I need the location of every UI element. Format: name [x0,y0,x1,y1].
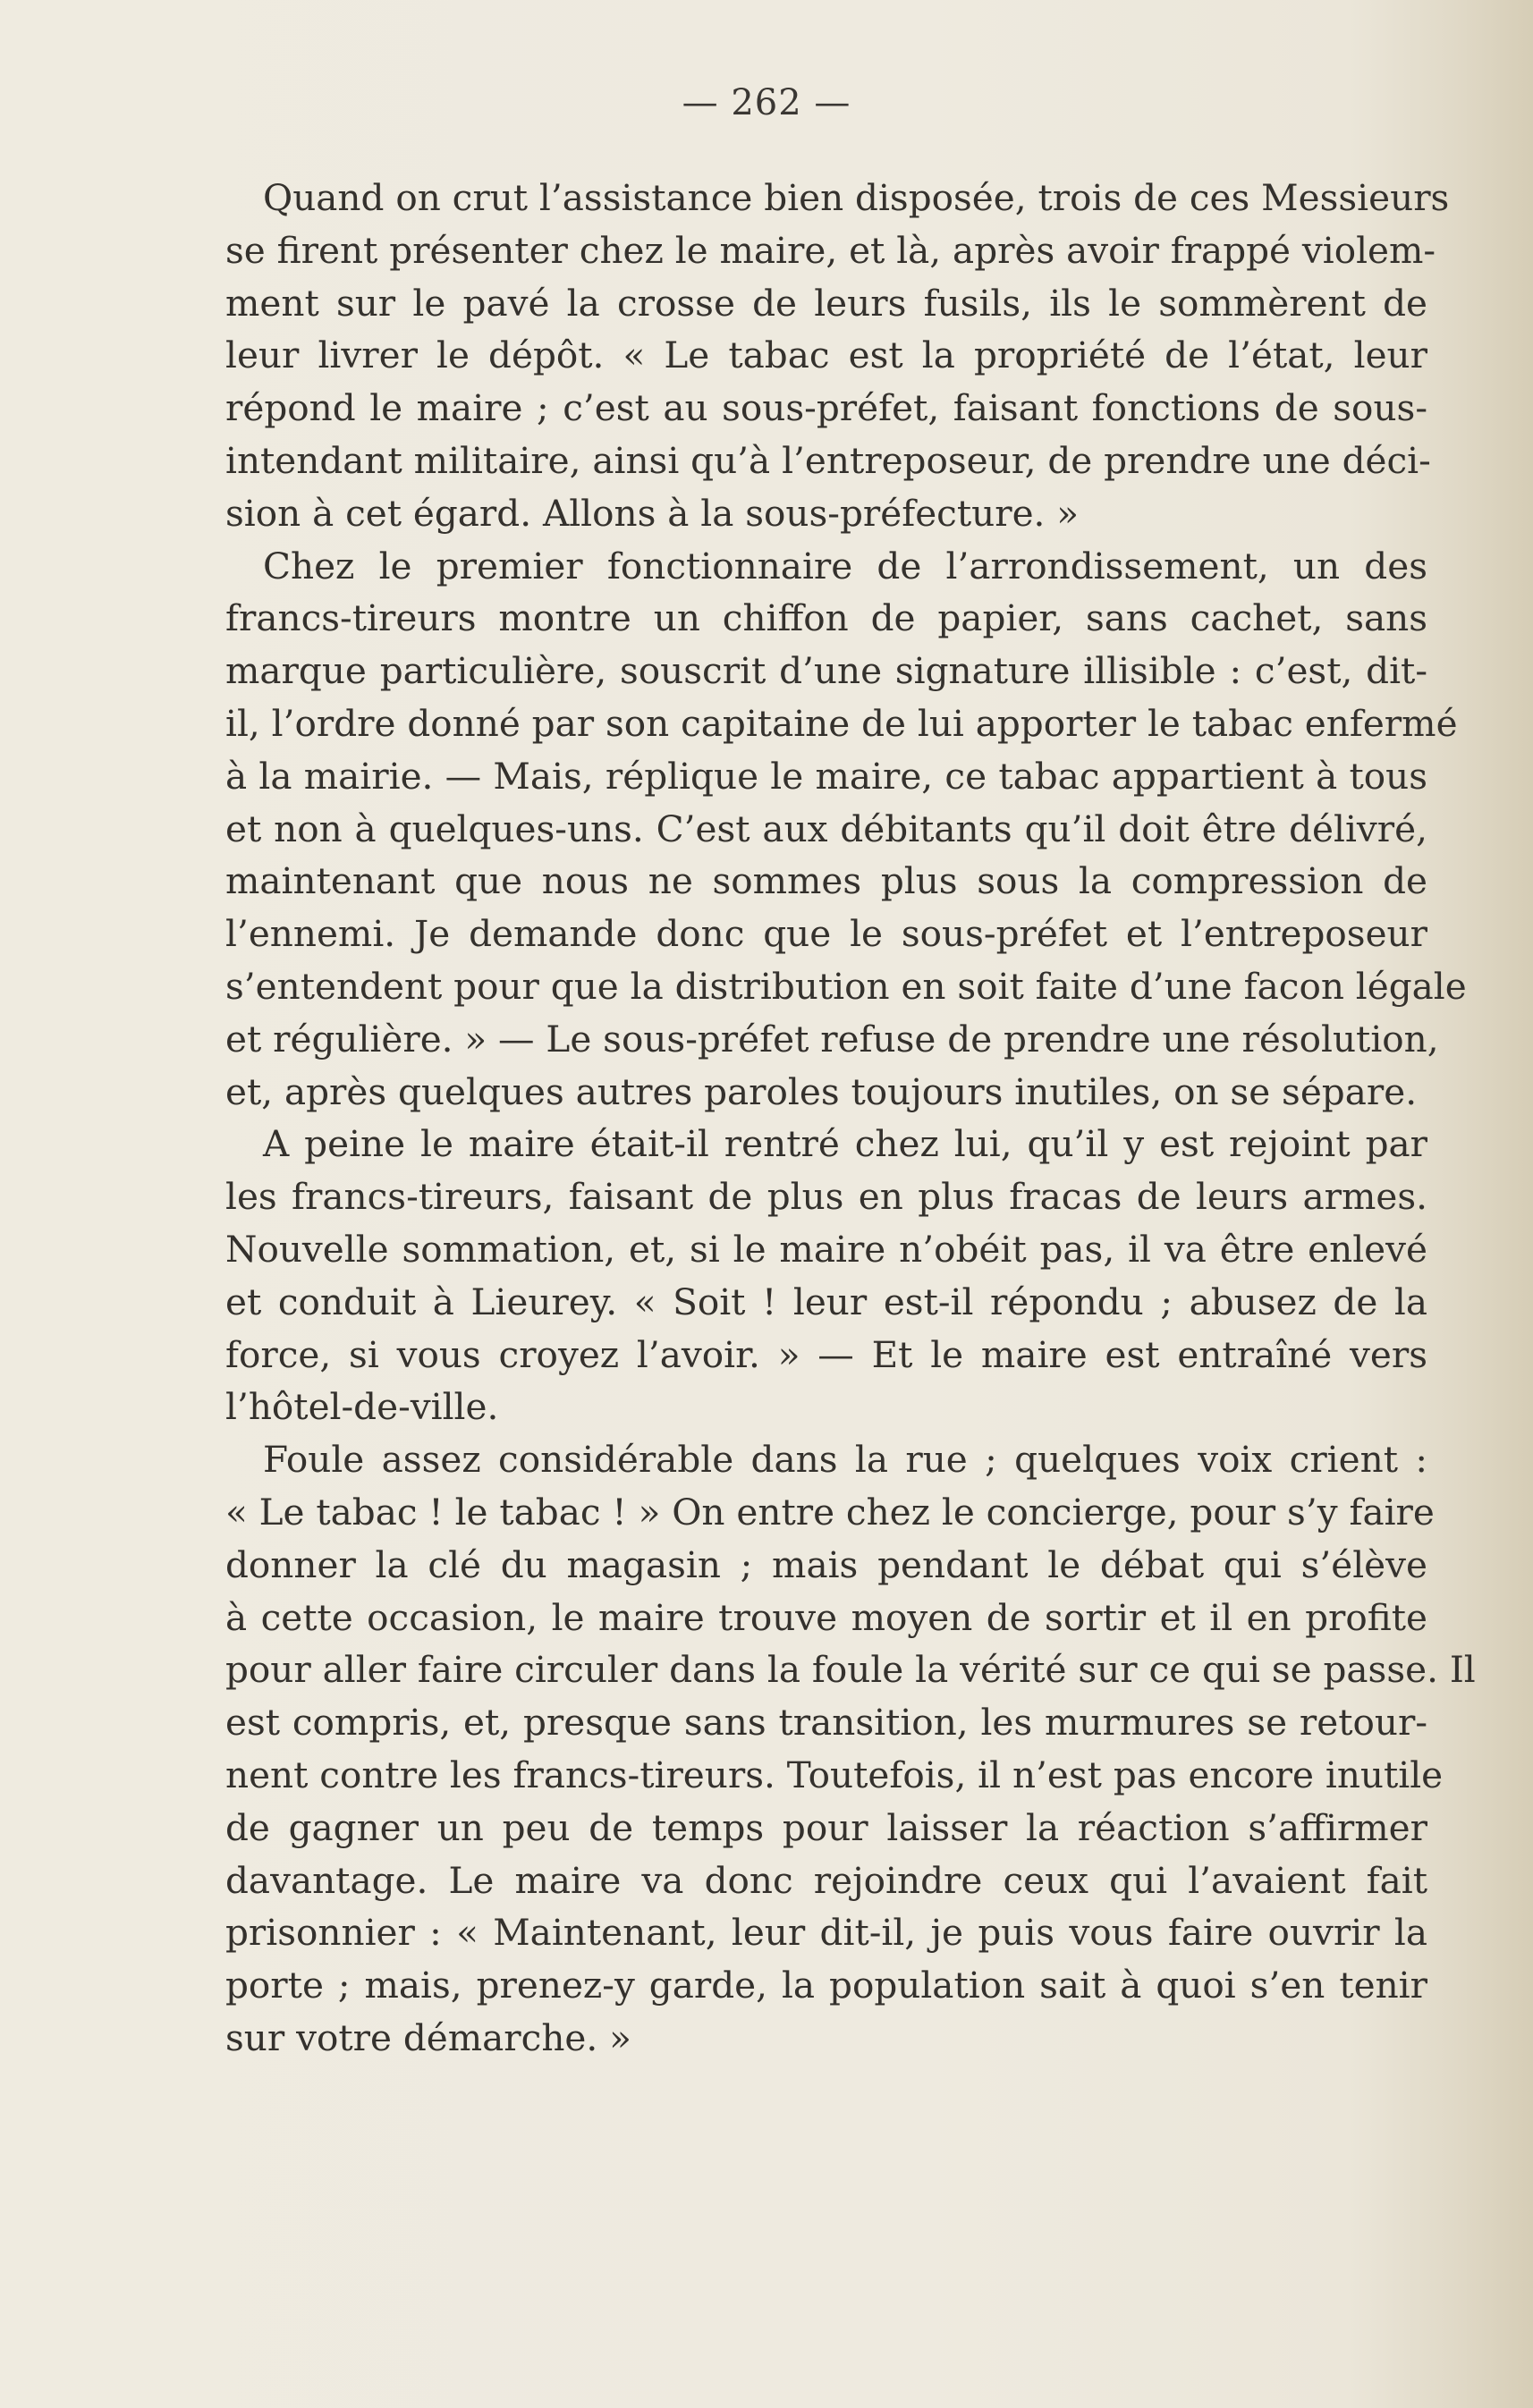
text-line: force, si vous croyez l’avoir. » — Et le maire est entraîné vers [225,1332,1427,1376]
paragraph [225,540,1467,1119]
page-number: — 262 — [682,82,851,123]
text-body [225,172,1476,2065]
paragraph [225,172,1450,540]
text-line: de gagner un peu de temps pour laisser la réaction s’affirmer [225,1805,1427,1849]
text-line: Nouvelle sommation, et, si le maire n’obéit pas, il va être enlevé [225,1227,1427,1271]
text-line: Foule assez considérable dans la rue ; quelques voix crient : [263,1438,1427,1482]
text-line: et conduit à Lieurey. « Soit ! leur est-il répondu ; abusez de la [225,1280,1427,1323]
text-line: s’entendent pour que la distribution en soit faite d’une facon légale [225,964,1467,1008]
text-line: Chez le premier fonctionnaire de l’arrondissement, un des [263,544,1427,587]
text-line: francs-tireurs montre un chiffon de papier, sans cachet, sans [225,596,1427,640]
text-line: se firent présenter chez le maire, et là, après avoir frappé violem- [225,228,1436,272]
text-line: marque particulière, souscrit d’une signature illisible : c’est, dit- [225,649,1427,693]
text-line: les francs-tireurs, faisant de plus en plus fracas de leurs armes. [225,1175,1427,1219]
text-line: et, après quelques autres paroles toujours inutiles, on se sépare. [225,1069,1418,1113]
text-line: leur livrer le dépôt. « Le tabac est la propriété de l’état, leur [225,334,1427,377]
text-line: intendant militaire, ainsi qu’à l’entreposeur, de prendre une déci- [225,438,1431,482]
text-line: à cette occasion, le maire trouve moyen de sortir et il en profite [225,1595,1427,1639]
text-line: ment sur le pavé la crosse de leurs fusils, ils le sommèrent de [225,281,1427,325]
text-line: Quand on crut l’assistance bien disposée, trois de ces Messieurs [263,176,1450,219]
text-line: prisonnier : « Maintenant, leur dit-il, je puis vous faire ouvrir la [225,1911,1427,1955]
text-line: et régulière. » — Le sous-préfet refuse de prendre une résolution, [225,1017,1439,1060]
text-line: porte ; mais, prenez-y garde, la population sait à quoi s’en tenir [225,1964,1427,2007]
text-line: à la mairie. — Mais, réplique le maire, ce tabac appartient à tous [225,754,1427,798]
text-line: sur votre démarche. » [225,2015,631,2059]
text-line: et non à quelques-uns. C’est aux débitants qu’il doit être délivré, [225,807,1427,850]
text-line: maintenant que nous ne sommes plus sous la compression de [225,859,1427,903]
text-line: l’ennemi. Je demande donc que le sous-préfet et l’entreposeur [225,912,1427,956]
paragraph [225,1118,1427,1433]
text-line: davantage. Le maire va donc rejoindre ceux qui l’avaient fait [225,1858,1427,1902]
text-line: A peine le maire était-il rentré chez lui, qu’il y est rejoint par [263,1122,1427,1166]
text-line: l’hôtel-de-ville. [225,1385,499,1429]
text-line: pour aller faire circuler dans la foule la vérité sur ce qui se passe. Il [225,1648,1476,1692]
text-line: donner la clé du magasin ; mais pendant le débat qui s’élève [225,1542,1427,1586]
text-line: répond le maire ; c’est au sous-préfet, faisant fonctions de sous- [225,386,1427,430]
text-line: « Le tabac ! le tabac ! » On entre chez le concierge, pour s’y faire [225,1490,1435,1534]
text-line: nent contre les francs-tireurs. Toutefois, il n’est pas encore inutile [225,1753,1444,1796]
text-line: il, l’ordre donné par son capitaine de lui apporter le tabac enfermé [225,701,1458,745]
text-line: sion à cet égard. Allons à la sous-préfecture. » [225,491,1080,535]
paragraph [225,1433,1476,2065]
text-line: est compris, et, presque sans transition, les murmures se retour- [225,1701,1427,1745]
